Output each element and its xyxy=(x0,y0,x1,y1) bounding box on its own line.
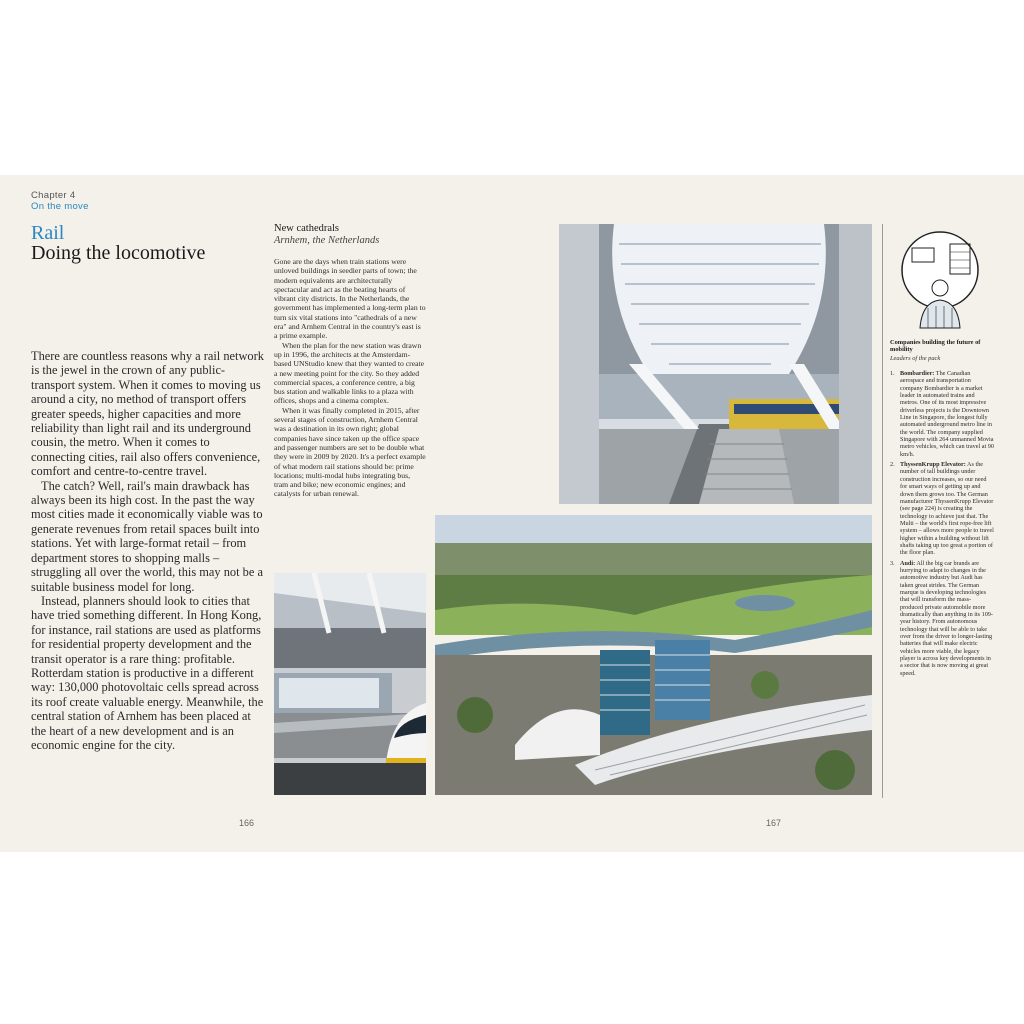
companies-list xyxy=(890,370,994,680)
sidebar-paragraph: When the plan for the new station was drawn up in 1996, the architects at the Amsterdam-based UNStudio knew that they wanted to create a new meeting point for the city. So they added commercial spaces, a conference centre, a big bus station and walkable links to a plaza with offices, shops and a cinema complex. xyxy=(274,340,425,406)
sidebar-paragraph: Gone are the days when train stations were unloved buildings in seedier parts of town; the modern equivalents are architecturally spectacular and act as the beating hearts of vibrant city districts. In the Netherlands, the government has implemented a long-term plan to turn six vital stations into "cathedrals of a new era" and Arnhem Central in the country's east is a prime example. xyxy=(274,257,426,341)
sidebar-article xyxy=(274,257,426,499)
page-number-right: 167 xyxy=(766,818,782,828)
page-number-left: 166 xyxy=(239,818,255,828)
companies-subtitle: Leaders of the pack xyxy=(890,355,941,362)
chapter-label xyxy=(31,190,89,212)
item-name: ThyssenKrupp Elevator: xyxy=(900,461,966,469)
station-roof-photo xyxy=(559,224,872,504)
main-paragraph: The catch? Well, rail's main drawback has always been its high cost. In the past the way most cities made it economically viable was to generate revenues from retail spaces built into stations. Yet with large-format retail – from department stores to shopping malls – struggling all over the world, this may not be a suitable business model for long. xyxy=(31,478,263,594)
mobility-illustration xyxy=(890,230,990,330)
list-item xyxy=(890,560,994,678)
item-text: The Canadian aerospace and transportation company Bombardier is a market leader in automated trains and metros. One of its most impressive driverless projects is the Downtown Line in Singapore, the longest fully automated underground metro line in the world. The company supplied Singapore with 264 unmanned Movia metro vehicles, which can travel at 90 km/h. xyxy=(900,370,994,458)
sidebar-title: New cathedrals xyxy=(274,223,340,234)
item-text: All the big car brands are hurrying to adapt to changes in the automotive industry but Audi has taken great strides. The German marque is developing technologies that will transform the mass-produced private automobile more dramatically than anything in its 109-year history. From autonomous technology that will be able to take over from the driver to longer-lasting batteries that will make electric vehicles more viable, the legacy player is across key developments in a sector that is now moving at great speed. xyxy=(900,559,993,677)
item-text: As the number of tall buildings under construction increases, so our need for smart ways of getting up and down them grows too. The German manufacturer ThyssenKrupp Elevator (see page 224) is creating the technology to achieve just that. The Multi – the world's first rope-free lift system – allows more people to travel higher within a building without lift shafts taking up too great a portion of the floor plan. xyxy=(900,461,994,557)
chapter-subtitle: On the move xyxy=(31,201,89,212)
section-heading: Rail xyxy=(31,222,65,244)
item-name: Bombardier: xyxy=(900,370,935,377)
item-name: Audi: xyxy=(900,559,916,567)
main-paragraph: Instead, planners should look to cities that have tried something different. In Hong Kong, for instance, rail stations are used as platforms for residential property development and the transit operator is a rare thing: profitable. Rotterdam station is productive in a different way: 130,000 photovoltaic cells spread across its roof create valuable energy. Meanwhile, the central station of Arnhem has been placed at the heart of a new development and is an economic engine for the city. xyxy=(31,593,264,752)
item-number: 2. xyxy=(890,461,895,469)
sidebar-paragraph: When it was finally completed in 2015, after several stages of construction, Arnhem Central was a destination in its own right; global companies have since taken up the office space and passenger numbers are set to be double what they were in 2009 by 2020. It's a perfect example of what modern rail stations should be: prime locations; multi-modal hubs integrating bus, tram and bike; new economic engines; and catalysts for urban renewal. xyxy=(274,405,426,499)
item-number: 3. xyxy=(890,559,895,567)
list-item xyxy=(890,370,994,458)
column-divider xyxy=(882,224,883,798)
chapter-number: Chapter 4 xyxy=(31,190,76,201)
page-title: Doing the locomotive xyxy=(31,242,206,264)
item-number: 1. xyxy=(890,370,895,377)
main-paragraph: There are countless reasons why a rail network is the jewel in the crown of any public-transport system. When it comes to moving us around a city, no method of transport offers greater speeds, higher capacities and more reliability than light rail and its underground cousin, the metro. When it comes to connecting cities, rail also offers convenience, comfort and centre-to-centre travel. xyxy=(31,349,264,479)
list-item xyxy=(890,461,994,556)
sidebar-subtitle: Arnhem, the Netherlands xyxy=(274,235,380,246)
main-article xyxy=(31,349,267,752)
companies-title: Companies building the future of mobility xyxy=(890,339,981,354)
station-interior-photo xyxy=(274,573,426,795)
aerial-city-photo xyxy=(435,515,872,795)
